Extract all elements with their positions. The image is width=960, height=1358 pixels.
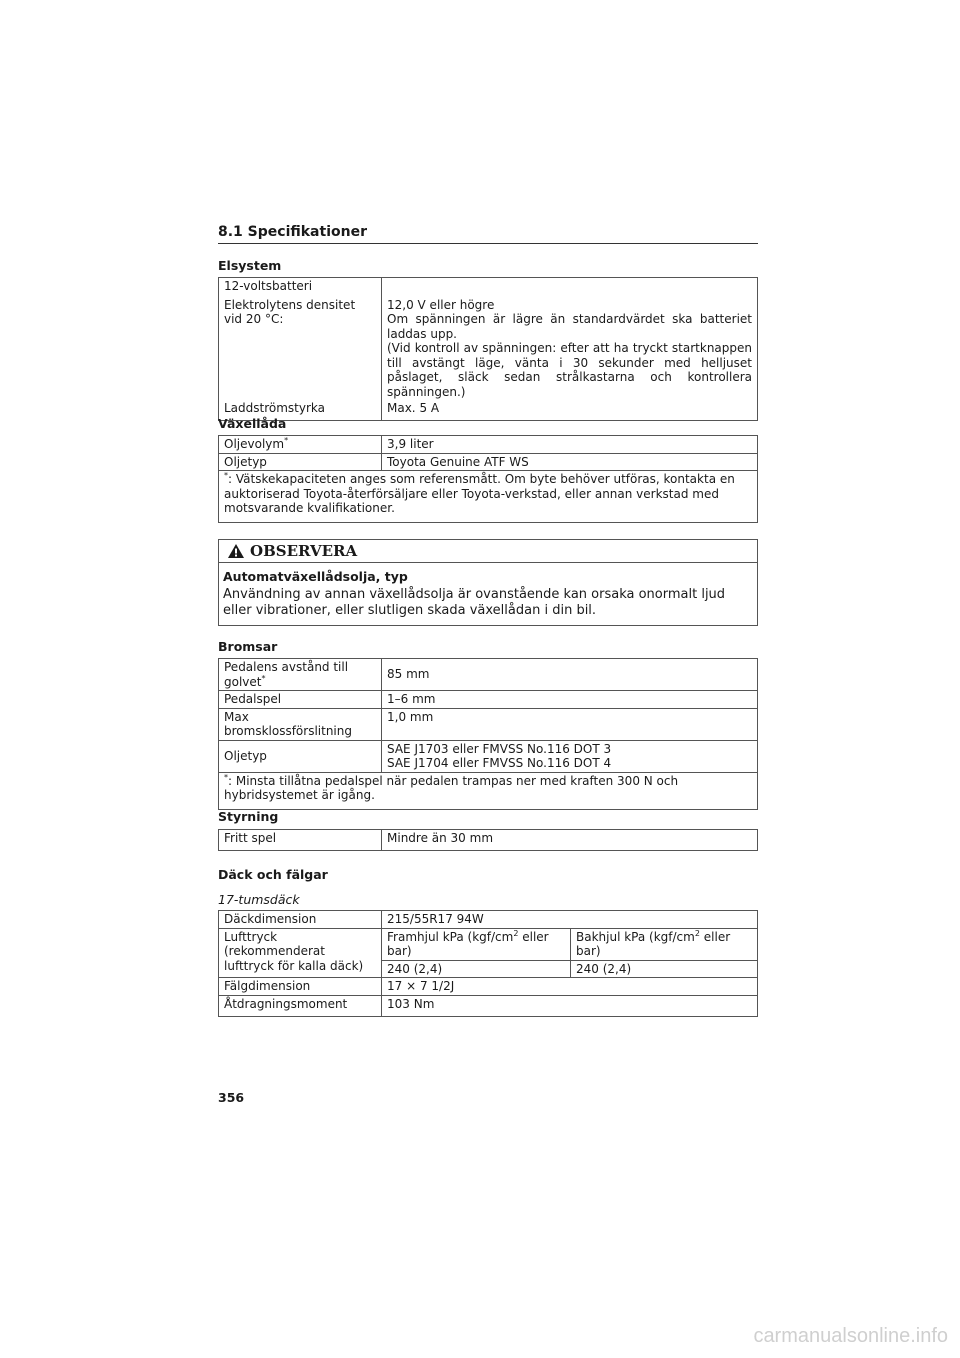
table-cell-value: Mindre än 30 mm [382,830,758,851]
table-cell-key: Pedalspel [219,691,382,709]
table-cell-value: 85 mm [382,659,758,691]
value-line: SAE J1703 eller FMVSS No.116 DOT 3 [387,741,612,756]
page-heading: 8.1 Specifikationer [218,224,758,244]
table-cell-key: Oljetyp [219,740,382,772]
footer-watermark: carmanualsonline.info [753,1325,948,1347]
table-cell-key: Fälgdimension [219,978,382,996]
section-title-bromsar: Bromsar [218,639,278,654]
table-cell-header-rear: Bakhjul kPa ($kgf/cm^2$ eller bar) [571,928,758,960]
table-cell-value: 240 (2,4) [571,960,758,978]
table-cell-key: Pedalens avstånd till golvet* [219,659,382,691]
table-cell-key: Åtdragningsmoment [219,995,382,1016]
section-subtitle-dack: 17-tumsdäck [218,892,300,907]
table-cell-key: Elektrolytens densitet vid 20 °C: [219,295,382,401]
table-cell-value: 17 × 7 1/2J [382,978,758,996]
page-number: 356 [218,1090,245,1105]
table-cell-value: 215/55R17 94W [382,911,758,929]
value-line: 12,0 V eller högre [387,297,495,312]
bromsar-table [218,658,758,810]
section-title-vaxellada: Växellåda [218,416,287,431]
table-cell-value [382,740,758,772]
section-title-styrning: Styrning [218,809,279,824]
table-cell-key: Oljetyp [219,453,382,471]
observera-title: OBSERVERA [250,542,358,560]
table-cell-key: Däckdimension [219,911,382,929]
table-cell-key: Lufttryck (rekommenderat lufttryck för kalla däck) [219,928,382,978]
table-cell-key: Fritt spel [219,830,382,851]
elsystem-table [218,277,758,421]
table-cell-value: Toyota Genuine ATF WS [382,453,758,471]
value-line: (Vid kontroll av spänningen: efter att ha tryckt startknappen till avstängt läge, vänta i 30 sekunder med helljuset påslaget, släck sedan strålkastarna och kontrollera spänningen.) [387,341,752,399]
table-cell-value [382,295,758,401]
table-cell-value: 103 Nm [382,995,758,1016]
value-line: Om spänningen är lägre än standardvärdet ska batteriet laddas upp. [387,312,752,341]
section-title-elsystem: Elsystem [218,258,282,273]
observera-subtitle: Automatväxellådsolja, typ [223,569,408,584]
table-cell-key: Laddströmstyrka [219,400,382,420]
table-cell-value: 240 (2,4) [382,960,571,978]
table-cell-value: 1,0 mm [382,708,758,740]
table-cell-value: 1–6 mm [382,691,758,709]
section-title-dack: Däck och fälgar [218,867,328,882]
table-footnote: *: Minsta tillåtna pedalspel när pedalen trampas ner med kraften 300 N och hybridsystemet är igång. [219,772,758,809]
warning-icon [227,543,245,559]
table-cell-key: Max bromsklossförslitning [219,708,382,740]
observera-header [219,540,757,563]
table-cell-key: 12-voltsbatteri [219,278,382,295]
dack-table [218,910,758,1017]
observera-box [218,539,758,626]
observera-text: Användning av annan växellådsolja är ovanstående kan orsaka onormalt ljud eller vibrationer, eller slutligen skada växellådan i din bil. [223,587,726,618]
table-cell-key: Oljevolym* [219,436,382,454]
table-cell-header-front: Framhjul kPa ($kgf/cm^2$ eller bar) [382,928,571,960]
vaxellada-table [218,435,758,523]
styrning-table [218,829,758,851]
table-cell-value: Max. 5 A [382,400,758,420]
table-footnote: *: Vätskekapaciteten anges som referensmått. Om byte behöver utföras, kontakta en auktoriserad Toyota-återförsäljare eller Toyota-verkstad, eller annan verkstad med motsvarande kvalifikationer. [219,471,758,523]
value-line: SAE J1704 eller FMVSS No.116 DOT 4 [387,756,612,770]
table-cell-value: 3,9 liter [382,436,758,454]
